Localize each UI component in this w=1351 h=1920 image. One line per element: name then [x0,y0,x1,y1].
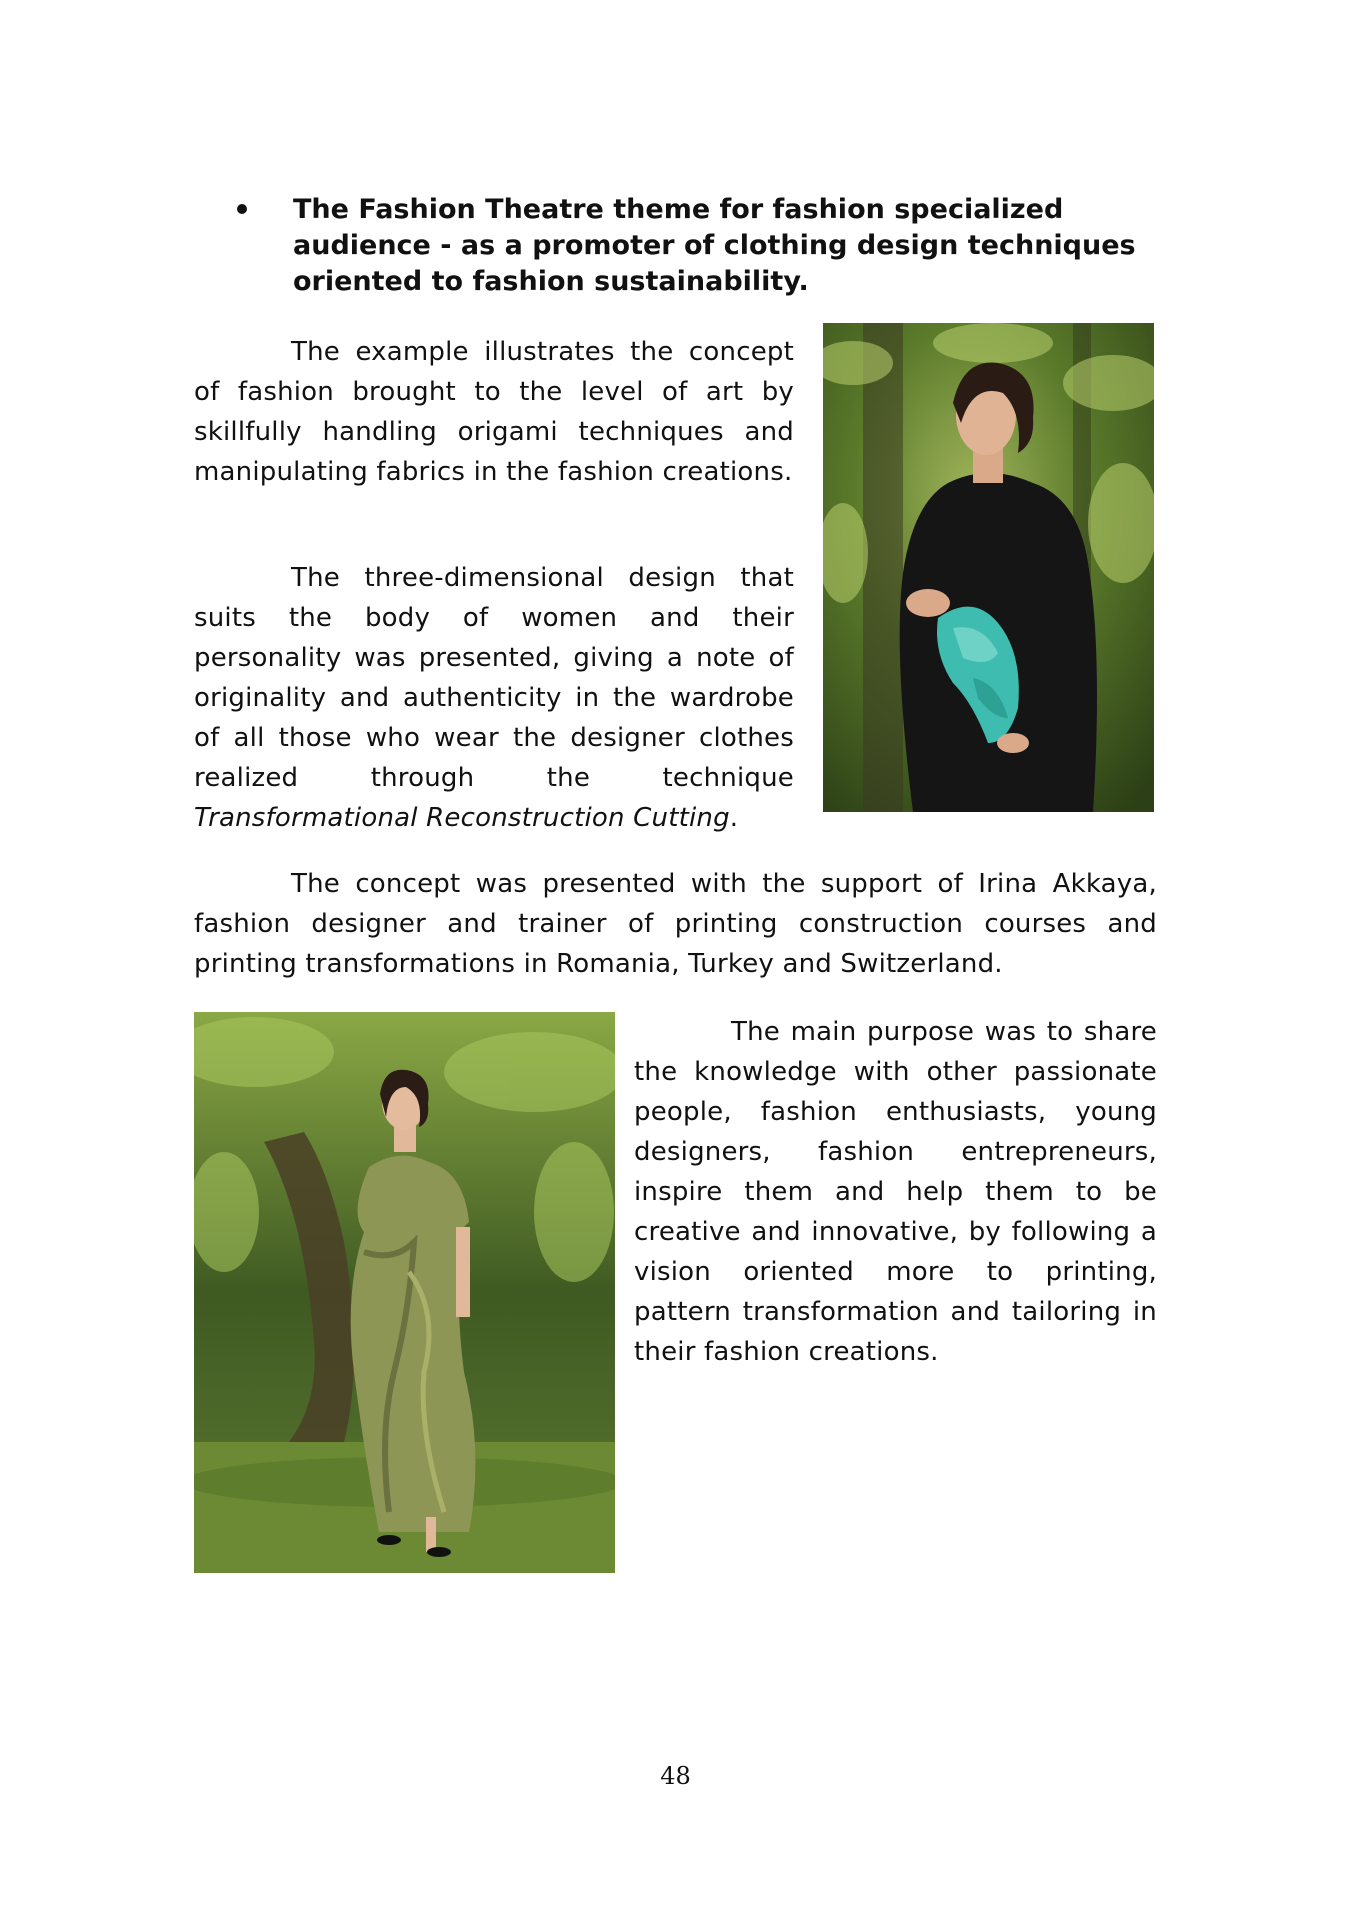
paragraph-end: . [729,803,739,833]
paragraph-three-dimensional-design [194,558,794,838]
paragraph-main-purpose: The main purpose was to share the knowledge with other passionate people, fashion enthusiasts, young designers, fashion entrepreneurs, inspire them and help them to be creative and innovative, by following a vision oriented more to printing, pattern transformation and tailoring in their fashion creations. [634,1017,1157,1367]
photo-black-dress [823,323,1154,812]
page-number: 48 [660,1762,691,1790]
paragraph-origami-concept: The example illustrates the concept of fashion brought to the level of art by skillfully handling origami techniques and manipulating fabrics in the fashion creations. [194,337,794,487]
bullet-heading: The Fashion Theatre theme for fashion specialized audience - as a promoter of clothing design techniques oriented to fashion sustainability. [293,194,1136,297]
technique-name: Transformational Reconstruction Cutting [194,803,730,833]
bullet-icon [237,204,247,214]
paragraph-support-credit: The concept was presented with the support of Irina Akkaya, fashion designer and trainer of printing construction courses and printing transformations in Romania, Turkey and Switzerland. [194,869,1157,979]
photo-olive-dress [194,1012,615,1573]
paragraph-text: The three-dimensional design that suits the body of women and their personality was presented, giving a note of originality and authenticity in the wardrobe of all those who wear the designer clothes realized through the technique [194,563,794,793]
